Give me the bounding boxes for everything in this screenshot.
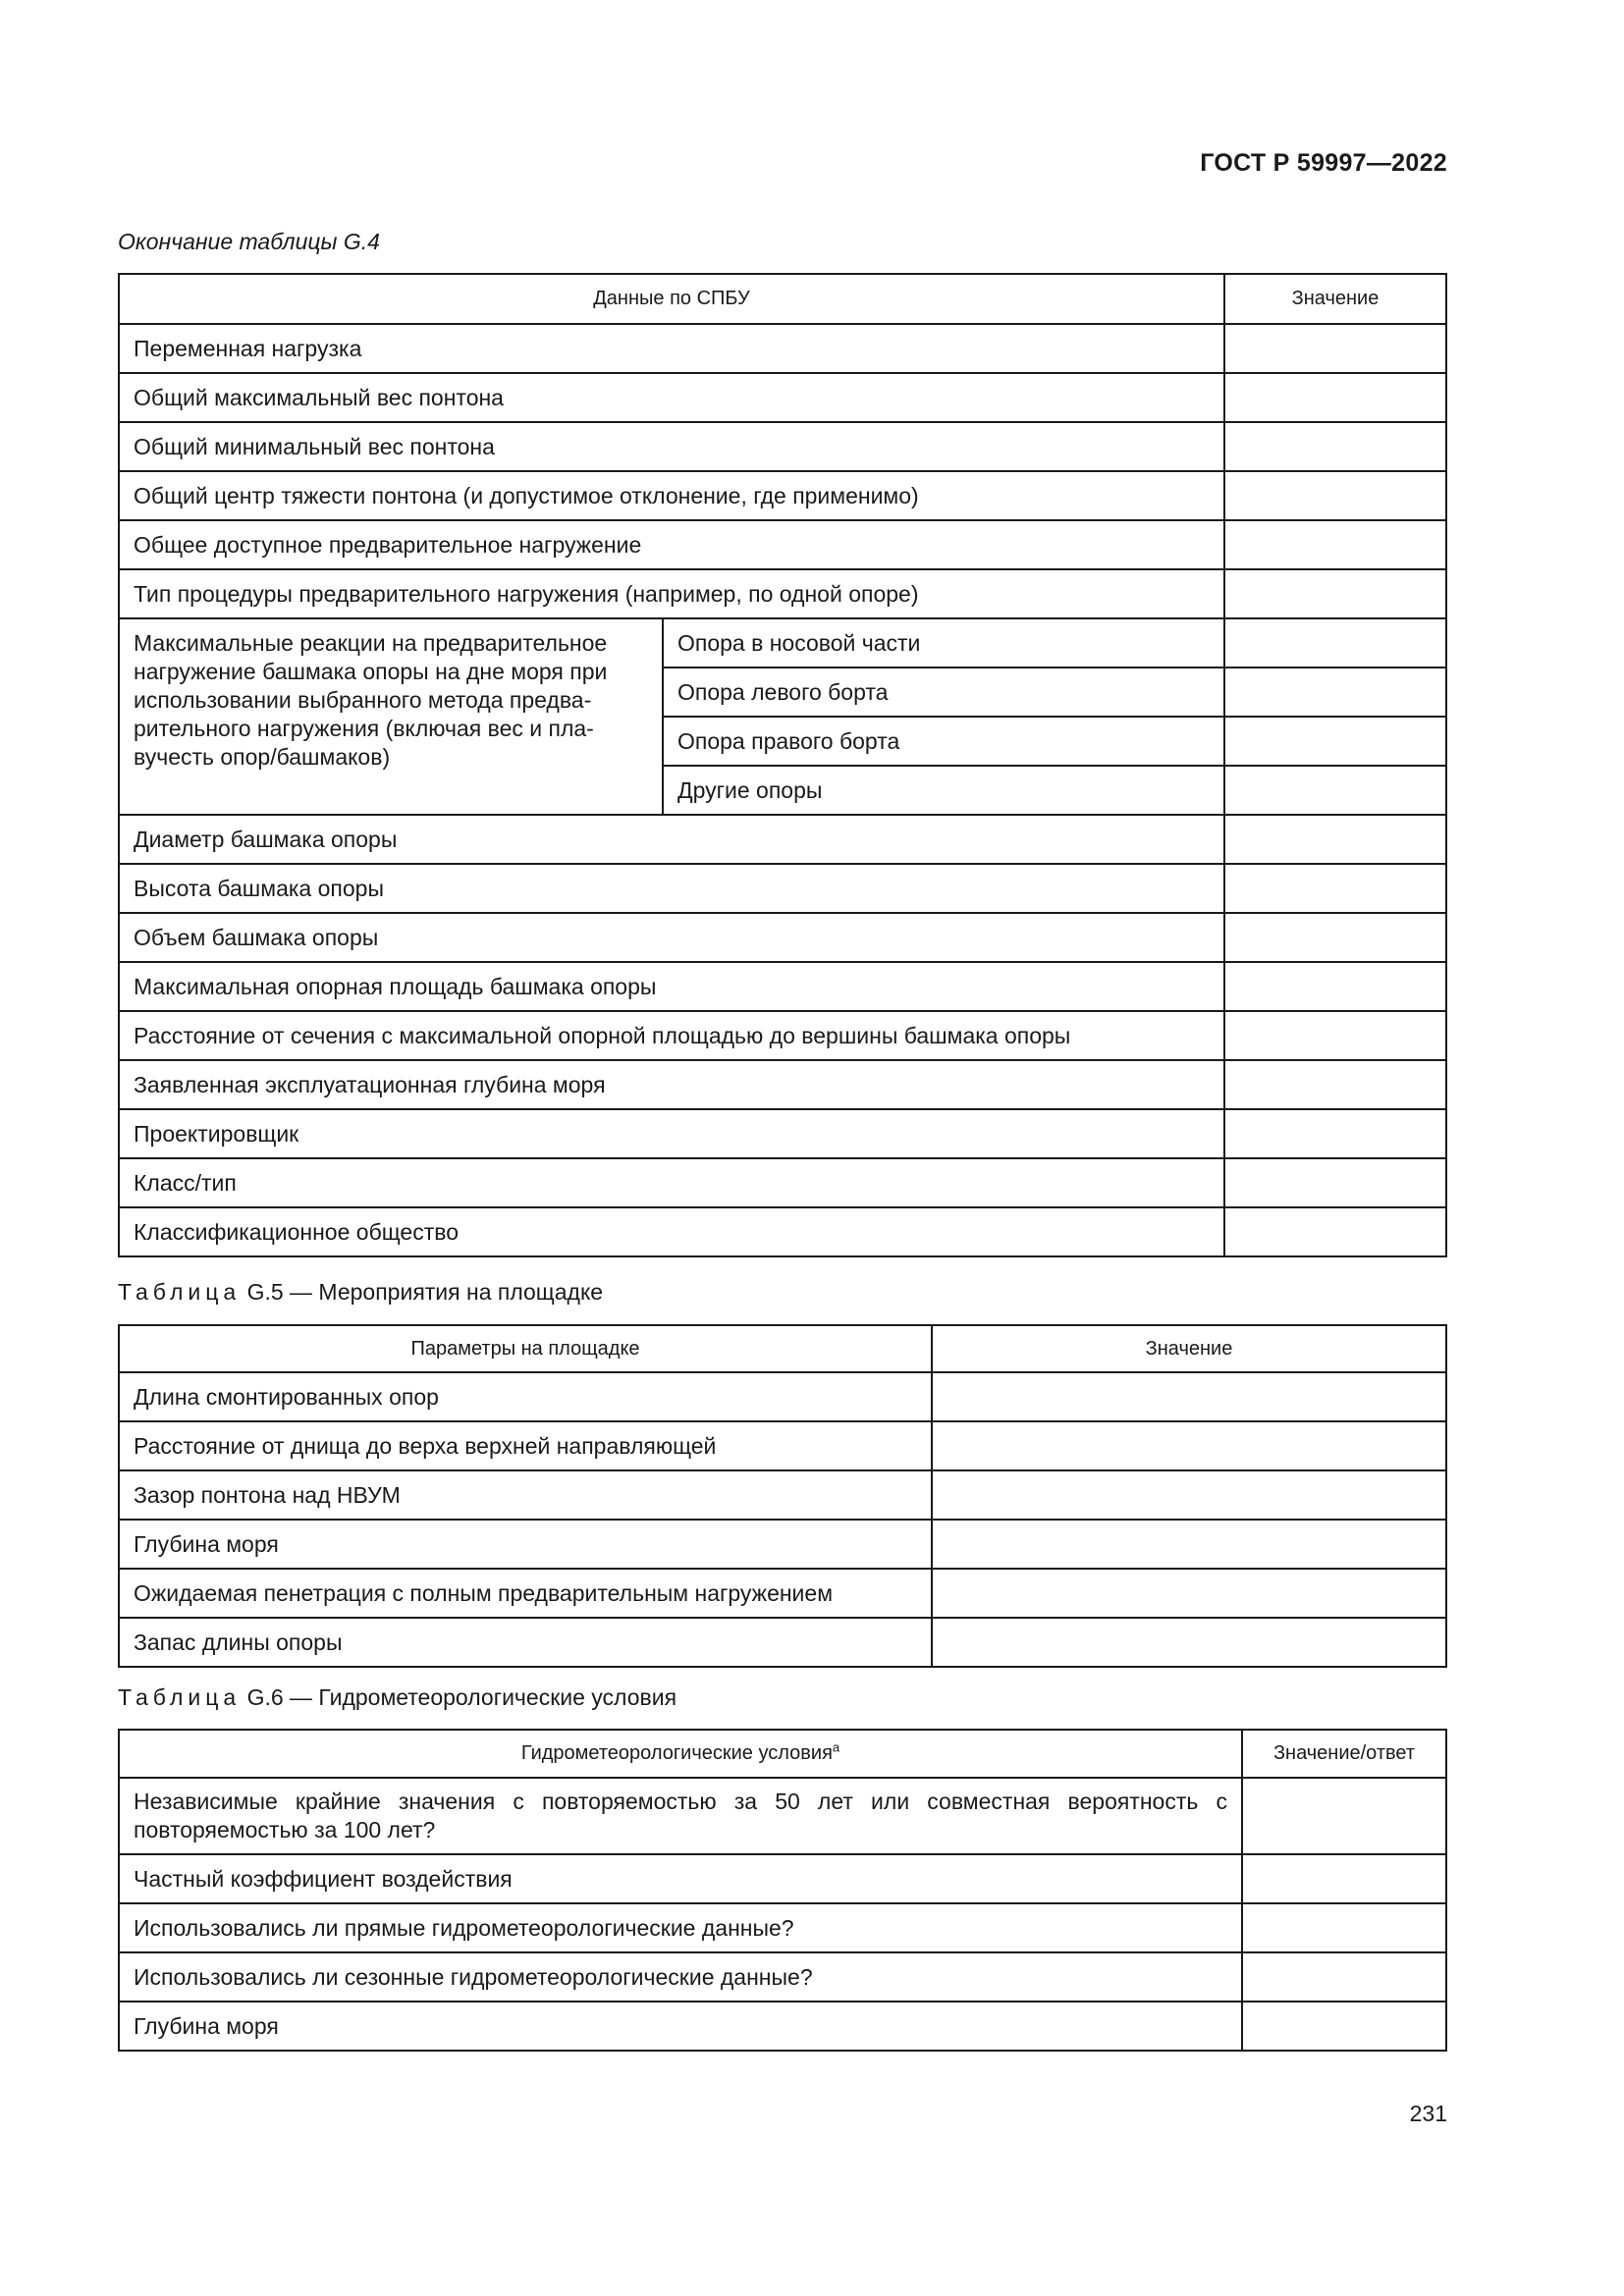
row-label: Частный коэффициент воздействия xyxy=(119,1854,1242,1903)
row-label: Расстояние от днища до верха верхней направляющей xyxy=(119,1421,932,1470)
group-label-line: Максимальные реакции на предварительное xyxy=(134,630,608,656)
table-row xyxy=(119,815,1446,864)
table-row xyxy=(119,1011,1446,1060)
table-row xyxy=(119,1778,1446,1854)
value-cell[interactable] xyxy=(1224,324,1446,373)
group-subrow-label: Опора в носовой части xyxy=(663,618,1224,667)
row-label: Классификационное общество xyxy=(119,1207,1224,1256)
row-label: Высота башмака опоры xyxy=(119,864,1224,913)
table-row xyxy=(119,864,1446,913)
caption-prefix: Таблица xyxy=(118,1684,242,1710)
column-header-value: Значение/ответ xyxy=(1242,1730,1446,1778)
value-cell[interactable] xyxy=(932,1618,1446,1667)
value-cell[interactable] xyxy=(1224,864,1446,913)
value-cell[interactable] xyxy=(1224,815,1446,864)
caption-prefix: Таблица xyxy=(118,1279,242,1305)
row-label: Объем башмака опоры xyxy=(119,913,1224,962)
table-row xyxy=(119,1421,1446,1470)
row-label: Глубина моря xyxy=(119,1520,932,1569)
value-cell[interactable] xyxy=(932,1520,1446,1569)
caption-title: G.6 — Гидрометеорологические условия xyxy=(246,1684,677,1710)
table-g4-continuation-label: Окончание таблицы G.4 xyxy=(118,229,380,254)
table-row xyxy=(119,1109,1446,1158)
table-row xyxy=(119,422,1446,471)
table-g6-caption xyxy=(118,1684,677,1711)
table-g5 xyxy=(118,1324,1447,1668)
table-row xyxy=(119,1569,1446,1618)
table-row xyxy=(119,569,1446,618)
row-label: Длина смонтированных опор xyxy=(119,1372,932,1421)
value-cell[interactable] xyxy=(1224,667,1446,717)
table-row xyxy=(119,1618,1446,1667)
group-label-line: нагружение башмака опоры на дне моря при xyxy=(134,659,608,684)
table-row xyxy=(119,471,1446,520)
table-row xyxy=(119,1952,1446,2002)
value-cell[interactable] xyxy=(932,1569,1446,1618)
value-cell[interactable] xyxy=(1224,913,1446,962)
row-label: Проектировщик xyxy=(119,1109,1224,1158)
group-label-line: вучесть опор/башмаков) xyxy=(134,744,391,770)
row-label: Максимальная опорная площадь башмака опоры xyxy=(119,962,1224,1011)
table-row xyxy=(119,1854,1446,1903)
value-cell[interactable] xyxy=(1224,520,1446,569)
table-row xyxy=(119,1903,1446,1952)
table-row xyxy=(119,1060,1446,1109)
table-row xyxy=(119,373,1446,422)
value-cell[interactable] xyxy=(1224,766,1446,815)
value-cell[interactable] xyxy=(932,1470,1446,1520)
value-cell[interactable] xyxy=(1224,569,1446,618)
column-header-param xyxy=(119,1730,1242,1778)
row-label: Запас длины опоры xyxy=(119,1618,932,1667)
table-row xyxy=(119,1207,1446,1256)
row-label: Диаметр башмака опоры xyxy=(119,815,1224,864)
row-label: Класс/тип xyxy=(119,1158,1224,1207)
table-row xyxy=(119,1470,1446,1520)
column-header-value: Значение xyxy=(1224,274,1446,324)
value-cell[interactable] xyxy=(1224,962,1446,1011)
value-cell[interactable] xyxy=(1224,1011,1446,1060)
table-row xyxy=(119,324,1446,373)
page-number: 231 xyxy=(1409,2101,1447,2126)
table-row xyxy=(119,962,1446,1011)
table-row xyxy=(119,913,1446,962)
value-cell[interactable] xyxy=(1224,1060,1446,1109)
group-subrow-label: Другие опоры xyxy=(663,766,1224,815)
table-header-row xyxy=(119,1730,1446,1778)
row-label: Переменная нагрузка xyxy=(119,324,1224,373)
value-cell[interactable] xyxy=(1242,2002,1446,2051)
table-header-row xyxy=(119,274,1446,324)
group-label xyxy=(119,618,663,815)
table-g6 xyxy=(118,1729,1447,2052)
table-g5-caption xyxy=(118,1279,603,1306)
value-cell[interactable] xyxy=(1242,1952,1446,2002)
row-label: Общий центр тяжести понтона (и допустимое отклонение, где применимо) xyxy=(119,471,1224,520)
row-label: Общее доступное предварительное нагружение xyxy=(119,520,1224,569)
group-subrow-label: Опора правого борта xyxy=(663,717,1224,766)
footnote-marker: a xyxy=(832,1739,840,1755)
table-row xyxy=(119,1158,1446,1207)
row-label: Заявленная эксплуатационная глубина моря xyxy=(119,1060,1224,1109)
value-cell[interactable] xyxy=(1242,1903,1446,1952)
row-label: Зазор понтона над НВУМ xyxy=(119,1470,932,1520)
document-code: ГОСТ Р 59997—2022 xyxy=(1200,149,1447,177)
row-label: Общий максимальный вес понтона xyxy=(119,373,1224,422)
value-cell[interactable] xyxy=(1242,1854,1446,1903)
table-row xyxy=(119,520,1446,569)
value-cell[interactable] xyxy=(1242,1778,1446,1854)
value-cell[interactable] xyxy=(1224,618,1446,667)
value-cell[interactable] xyxy=(1224,422,1446,471)
value-cell[interactable] xyxy=(932,1421,1446,1470)
group-label-line: использовании выбранного метода предва- xyxy=(134,687,592,713)
column-header-param: Данные по СПБУ xyxy=(119,274,1224,324)
value-cell[interactable] xyxy=(932,1372,1446,1421)
table-g4 xyxy=(118,273,1447,1257)
row-label: Использовались ли прямые гидрометеорологические данные? xyxy=(119,1903,1242,1952)
row-label: Использовались ли сезонные гидрометеорологические данные? xyxy=(119,1952,1242,2002)
row-label: Расстояние от сечения с максимальной опорной площадью до вершины башмака опоры xyxy=(119,1011,1224,1060)
table-row xyxy=(119,1520,1446,1569)
caption-title: G.5 — Мероприятия на площадке xyxy=(246,1279,604,1305)
value-cell[interactable] xyxy=(1224,1109,1446,1158)
value-cell[interactable] xyxy=(1224,373,1446,422)
row-label: Тип процедуры предварительного нагружения (например, по одной опоре) xyxy=(119,569,1224,618)
table-row xyxy=(119,618,1446,667)
column-header-param: Параметры на площадке xyxy=(119,1325,932,1372)
column-header-value: Значение xyxy=(932,1325,1446,1372)
value-cell[interactable] xyxy=(1224,717,1446,766)
row-label: Общий минимальный вес понтона xyxy=(119,422,1224,471)
table-header-row xyxy=(119,1325,1446,1372)
row-label: Ожидаемая пенетрация с полным предварительным нагружением xyxy=(119,1569,932,1618)
value-cell[interactable] xyxy=(1224,1207,1446,1256)
row-label: Независимые крайние значения с повторяемостью за 50 лет или совместная вероятность с повторяемостью за 100 лет? xyxy=(119,1778,1242,1854)
group-subrow-label: Опора левого борта xyxy=(663,667,1224,717)
group-label-line: рительного нагружения (включая вес и пла- xyxy=(134,716,594,741)
value-cell[interactable] xyxy=(1224,471,1446,520)
value-cell[interactable] xyxy=(1224,1158,1446,1207)
row-label: Глубина моря xyxy=(119,2002,1242,2051)
table-row xyxy=(119,2002,1446,2051)
column-header-text: Гидрометеорологические условия xyxy=(520,1742,833,1764)
table-row xyxy=(119,1372,1446,1421)
